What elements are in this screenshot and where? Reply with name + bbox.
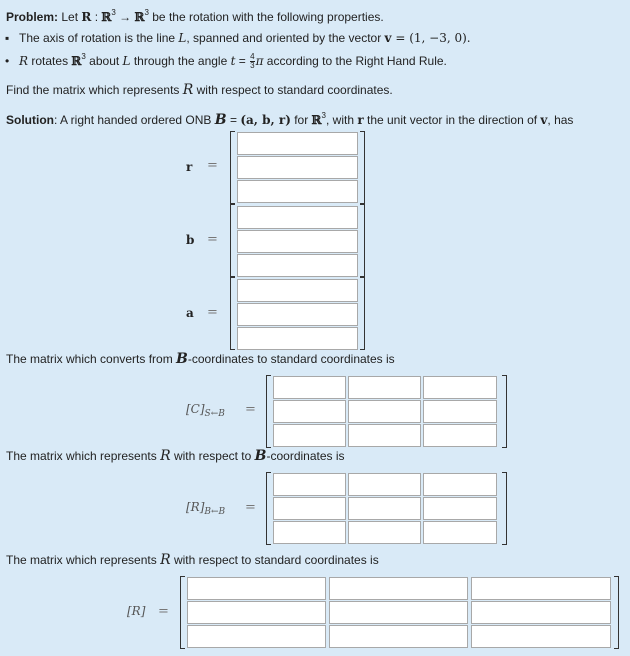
exponent: 3 bbox=[321, 111, 326, 120]
symbol-reals: ℝ bbox=[311, 113, 322, 127]
right-bracket bbox=[360, 277, 365, 350]
equals-sign: = bbox=[207, 232, 218, 247]
find-statement bbox=[6, 82, 393, 98]
matrix-c-cell[interactable] bbox=[423, 376, 497, 399]
matrix-label-text: [R] bbox=[186, 500, 205, 514]
section-text: -coordinates is bbox=[266, 449, 345, 463]
matrix-rb-input[interactable] bbox=[424, 522, 496, 543]
symbol-r: r bbox=[357, 113, 364, 127]
basis-tuple: (a, b, r) bbox=[240, 113, 291, 127]
solution-text: for bbox=[290, 113, 312, 127]
matrix-rb-cell[interactable] bbox=[273, 497, 346, 520]
bullet-text: , spanned and oriented by the vector bbox=[186, 31, 385, 45]
matrix-label-text: [R] bbox=[127, 604, 146, 618]
vector-r-input-2[interactable] bbox=[238, 157, 357, 178]
section-r-heading bbox=[6, 552, 379, 568]
vector-b-entry-2[interactable] bbox=[237, 230, 358, 253]
equals-sign: = bbox=[207, 305, 218, 320]
matrix-subscript: S←B bbox=[204, 409, 225, 419]
matrix-rb-cell[interactable] bbox=[423, 521, 497, 544]
fraction-numerator: 4 bbox=[250, 52, 255, 62]
right-bracket bbox=[614, 576, 619, 649]
vector-a-label: a bbox=[186, 306, 194, 320]
matrix-rb-cell[interactable] bbox=[348, 497, 421, 520]
section-text: The matrix which represents bbox=[6, 553, 161, 567]
matrix-r-cell[interactable] bbox=[187, 577, 326, 600]
symbol-B: B bbox=[176, 351, 188, 367]
matrix-rb-cell[interactable] bbox=[423, 497, 497, 520]
matrix-c-cell[interactable] bbox=[348, 376, 421, 399]
problem-label: Problem: bbox=[6, 10, 59, 24]
symbol-R: R bbox=[160, 552, 171, 568]
exponent: 3 bbox=[81, 52, 86, 61]
matrix-rb-cell[interactable] bbox=[348, 473, 421, 496]
bullet-rotation bbox=[5, 49, 447, 70]
exponent: 3 bbox=[111, 8, 116, 17]
matrix-c-input[interactable] bbox=[274, 377, 345, 398]
solution-text: , with bbox=[325, 113, 358, 127]
matrix-subscript: B←B bbox=[204, 507, 226, 517]
vector-r-entry-2[interactable] bbox=[237, 156, 358, 179]
left-bracket bbox=[266, 472, 271, 545]
section-text: The matrix which converts from bbox=[6, 352, 177, 366]
matrix-rb-input[interactable] bbox=[349, 498, 420, 519]
matrix-rb-input[interactable] bbox=[424, 498, 496, 519]
symbol-R: R bbox=[160, 448, 171, 464]
vector-b-input-3[interactable] bbox=[238, 255, 357, 276]
matrix-c-input[interactable] bbox=[349, 401, 420, 422]
left-bracket bbox=[266, 375, 271, 448]
matrix-c-input[interactable] bbox=[349, 377, 420, 398]
bullet-axis bbox=[5, 30, 471, 46]
bullet-text: The axis of rotation is the line bbox=[19, 31, 179, 45]
left-bracket bbox=[180, 576, 185, 649]
matrix-rb-input[interactable] bbox=[349, 474, 420, 495]
vector-b-entry-1[interactable] bbox=[237, 206, 358, 229]
symbol-R: R bbox=[81, 10, 92, 24]
matrix-rb-input[interactable] bbox=[274, 498, 345, 519]
matrix-c-input[interactable] bbox=[349, 425, 420, 446]
matrix-r-input[interactable] bbox=[330, 602, 467, 623]
fraction-denominator: 3 bbox=[250, 61, 255, 71]
section-rb-heading bbox=[6, 448, 345, 464]
vector-b-label: b bbox=[186, 233, 195, 247]
vector-r-input-3[interactable] bbox=[238, 181, 357, 202]
left-bracket bbox=[230, 204, 235, 277]
problem-text: Let bbox=[58, 10, 82, 24]
symbol-B: B bbox=[254, 448, 267, 464]
equals: = bbox=[235, 54, 250, 68]
section-text: The matrix which represents bbox=[6, 449, 161, 463]
equals-sign: = bbox=[245, 402, 256, 417]
matrix-r-cell[interactable] bbox=[471, 577, 611, 600]
matrix-rb-cell[interactable] bbox=[348, 521, 421, 544]
matrix-rb-cell[interactable] bbox=[273, 521, 346, 544]
matrix-r-label bbox=[127, 604, 145, 618]
matrix-r-input[interactable] bbox=[188, 626, 325, 647]
vector-r-entry-1[interactable] bbox=[237, 132, 358, 155]
vector-b-entry-3[interactable] bbox=[237, 254, 358, 277]
vector-a-entry-1[interactable] bbox=[237, 279, 358, 302]
vector-b-input-1[interactable] bbox=[238, 207, 357, 228]
bullet-text: rotates bbox=[28, 54, 72, 68]
matrix-r-input[interactable] bbox=[188, 602, 325, 623]
problem-statement bbox=[6, 5, 384, 25]
matrix-c-input[interactable] bbox=[274, 425, 345, 446]
solution-label: Solution bbox=[6, 113, 54, 127]
arrow: → bbox=[115, 10, 135, 24]
symbol-v: v bbox=[384, 31, 392, 45]
bullet-icon: • bbox=[5, 54, 10, 68]
vector-a-input-1[interactable] bbox=[238, 280, 357, 301]
matrix-c-cell[interactable] bbox=[273, 424, 346, 447]
matrix-c-cell[interactable] bbox=[348, 424, 421, 447]
section-c-heading bbox=[6, 351, 395, 367]
symbol-R: R bbox=[182, 82, 194, 98]
solution-text: , has bbox=[547, 113, 574, 127]
matrix-c-cell[interactable] bbox=[423, 400, 497, 423]
matrix-r-cell[interactable] bbox=[329, 577, 468, 600]
symbol-reals: ℝ bbox=[71, 54, 82, 68]
matrix-c-input[interactable] bbox=[424, 401, 496, 422]
right-bracket bbox=[360, 204, 365, 277]
vector-r-input-1[interactable] bbox=[238, 133, 357, 154]
matrix-r-input[interactable] bbox=[330, 626, 467, 647]
vector-a-entry-3[interactable] bbox=[237, 327, 358, 350]
matrix-r-input[interactable] bbox=[188, 578, 325, 599]
symbol-B: B bbox=[214, 112, 227, 128]
equals: = bbox=[226, 113, 241, 127]
matrix-c-label bbox=[186, 402, 225, 419]
bullet-text: according to the Right Hand Rule. bbox=[263, 54, 447, 68]
matrix-r-input[interactable] bbox=[472, 626, 610, 647]
matrix-r-input[interactable] bbox=[472, 602, 610, 623]
vector-b-input-2[interactable] bbox=[238, 231, 357, 252]
matrix-r-input[interactable] bbox=[472, 578, 610, 599]
symbol-reals: ℝ bbox=[101, 10, 112, 24]
symbol-L: L bbox=[122, 54, 131, 68]
matrix-rb-cell[interactable] bbox=[273, 473, 346, 496]
matrix-rb-label bbox=[186, 500, 225, 517]
equals-sign: = bbox=[207, 158, 218, 173]
matrix-c-cell[interactable] bbox=[348, 400, 421, 423]
section-text: with respect to standard coordinates is bbox=[170, 553, 379, 567]
matrix-rb-cell[interactable] bbox=[423, 473, 497, 496]
vector-r-label: r bbox=[186, 160, 193, 174]
right-bracket bbox=[502, 375, 507, 448]
bullet-text: through the angle bbox=[130, 54, 231, 68]
left-bracket bbox=[230, 131, 235, 204]
bullet-text: about bbox=[85, 54, 123, 68]
matrix-r-cell[interactable] bbox=[471, 601, 611, 624]
symbol-v: v bbox=[540, 113, 548, 127]
matrix-rb-input[interactable] bbox=[349, 522, 420, 543]
matrix-rb-input[interactable] bbox=[274, 522, 345, 543]
symbol-reals: ℝ bbox=[134, 10, 145, 24]
symbol-t: t bbox=[230, 54, 236, 68]
solution-text: the unit vector in the direction of bbox=[363, 113, 541, 127]
right-bracket bbox=[360, 131, 365, 204]
section-text: with respect to bbox=[170, 449, 255, 463]
vector-r-entry-3[interactable] bbox=[237, 180, 358, 203]
symbol-pi: π bbox=[255, 54, 264, 68]
matrix-c-input[interactable] bbox=[424, 425, 496, 446]
matrix-rb-input[interactable] bbox=[424, 474, 496, 495]
colon: : bbox=[91, 10, 102, 24]
matrix-rb-input[interactable] bbox=[274, 474, 345, 495]
solution-text: : A right handed ordered ONB bbox=[54, 113, 215, 127]
vector-a-entry-2[interactable] bbox=[237, 303, 358, 326]
exponent: 3 bbox=[144, 8, 149, 17]
vector-a-input-2[interactable] bbox=[238, 304, 357, 325]
symbol-R: R bbox=[19, 54, 29, 68]
vector-value: = (1, −3, 0). bbox=[391, 31, 471, 45]
matrix-r-input[interactable] bbox=[330, 578, 467, 599]
solution-statement bbox=[6, 108, 573, 128]
matrix-c-input[interactable] bbox=[274, 401, 345, 422]
matrix-c-cell[interactable] bbox=[273, 400, 346, 423]
right-bracket bbox=[502, 472, 507, 545]
matrix-c-cell[interactable] bbox=[273, 376, 346, 399]
symbol-L: L bbox=[178, 31, 187, 45]
matrix-c-input[interactable] bbox=[424, 377, 496, 398]
matrix-r-cell[interactable] bbox=[187, 601, 326, 624]
matrix-c-cell[interactable] bbox=[423, 424, 497, 447]
matrix-r-cell[interactable] bbox=[329, 625, 468, 648]
matrix-r-cell[interactable] bbox=[471, 625, 611, 648]
fraction bbox=[250, 53, 254, 70]
left-bracket bbox=[230, 277, 235, 350]
find-text: Find the matrix which represents bbox=[6, 83, 183, 97]
matrix-label-text: [C] bbox=[186, 402, 205, 416]
problem-text: be the rotation with the following properties. bbox=[148, 10, 384, 24]
equals-sign: = bbox=[245, 500, 256, 515]
matrix-r-cell[interactable] bbox=[187, 625, 326, 648]
matrix-r-cell[interactable] bbox=[329, 601, 468, 624]
vector-a-input-3[interactable] bbox=[238, 328, 357, 349]
equals-sign: = bbox=[158, 604, 169, 619]
bullet-icon: ▪ bbox=[5, 31, 10, 45]
find-text: with respect to standard coordinates. bbox=[193, 83, 393, 97]
section-text: -coordinates to standard coordinates is bbox=[187, 352, 395, 366]
